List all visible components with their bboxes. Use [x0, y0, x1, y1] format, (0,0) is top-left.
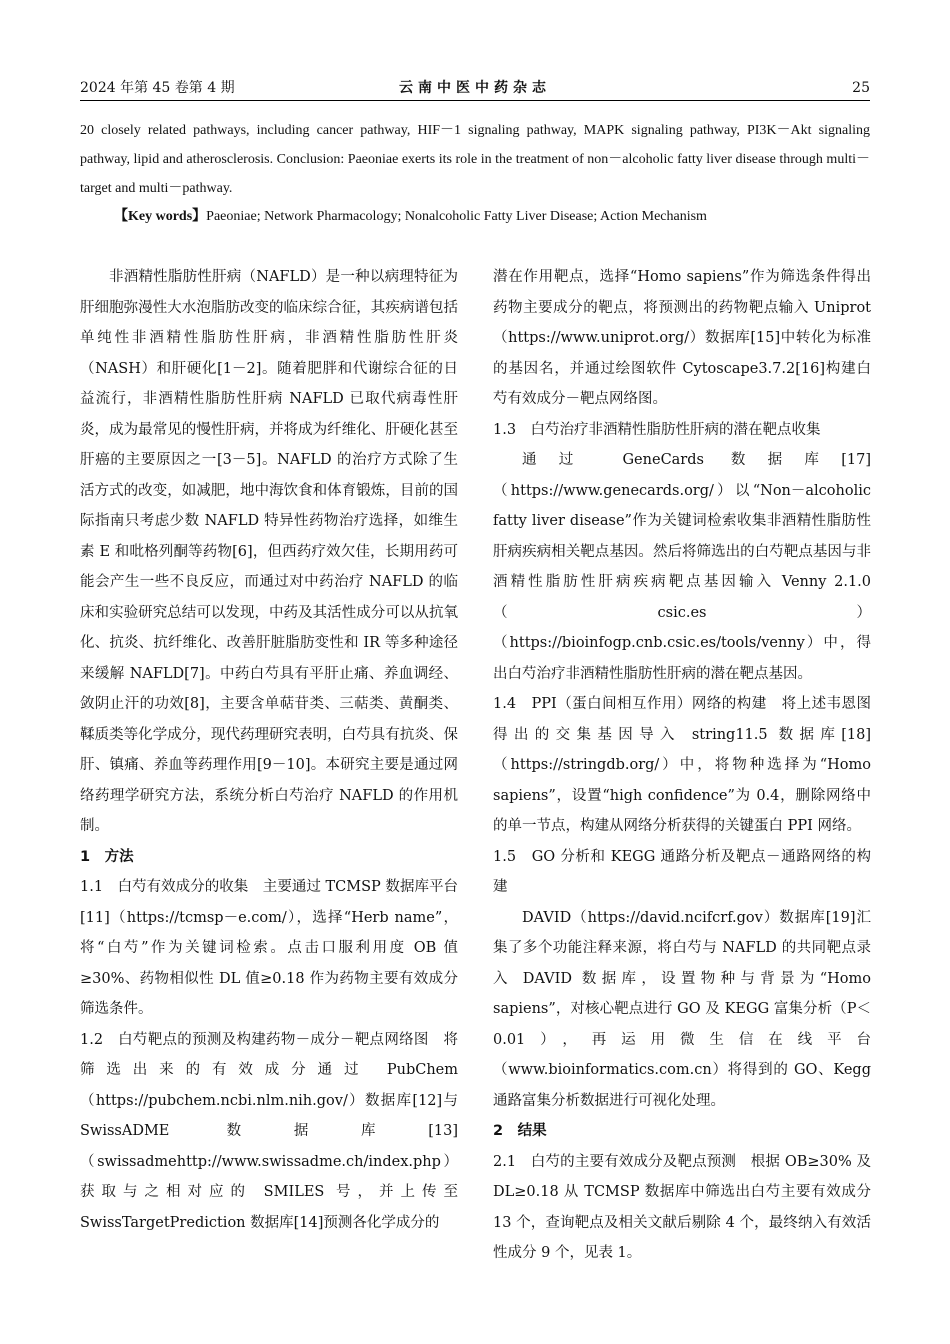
keywords-label: 【Key words】 — [114, 209, 207, 224]
section-1-1-text: 主要通过 TCMSP 数据库平台[11]（https://tcmsp－e.com/），选择“Herb name”，将“白芍”作为关键词检索。点击口服利用度 OB 值≥30%、药物相似性 DL 值≥0.18 作为药物主要有效成分筛选条件。 — [80, 879, 459, 1017]
section-2-1-title: 2.1 白芍的主要有效成分及靶点预测 — [493, 1153, 737, 1170]
header-rule — [80, 100, 870, 101]
right-column — [493, 262, 871, 1269]
abstract-text: 20 closely related pathways, including cancer pathway, HIF－1 signaling pathway, MAPK signaling pathway, PI3K－Akt signaling pathway, lipid and atherosclerosis. Conclusion: Paeoniae exerts its role in the treatment of non－alcoholic fatty liver disease through multi－target and multi－pathway. — [80, 123, 870, 196]
intro-paragraph: 非酒精性脂肪性肝病（NAFLD）是一种以病理特征为肝细胞弥漫性大水泡脂肪改变的临床综合征，其疾病谱包括单纯性非酒精性脂肪性肝病，非酒精性脂肪性肝炎（NASH）和肝硬化[1－2]。随着肥胖和代谢综合征的日益流行，非酒精性脂肪性肝病 NAFLD 已取代病毒性肝炎，成为最常见的慢性肝病，并将成为纤维化、肝硬化甚至肝癌的主要原因之一[3－5]。NAFLD 的治疗方式除了生活方式的改变，如减肥，地中海饮食和体育锻炼，目前的国际指南只考虑少数 NAFLD 特异性药物治疗选择，如维生素 E 和吡格列酮等药物[6]，但西药疗效欠佳，长期用药可能会产生一些不良反应，而通过对中药治疗 NAFLD 的临床和实验研究总结可以发现，中药及其活性成分可以从抗氧化、抗炎、抗纤维化、改善肝脏脂肪变性和 IR 等多种途径来缓解 NAFLD[7]。中药白芍具有平肝止痛、养血调经、敛阴止汗的功效[8]，主要含单萜苷类、三萜类、黄酮类、鞣质类等化学成分，现代药理研究表明，白芍具有抗炎、保肝、镇痛、养血等药理作用[9－10]。本研究主要是通过网络药理学研究方法，系统分析白芍治疗 NAFLD 的作用机制。 — [80, 269, 458, 834]
section-1-heading: 1 方法 — [80, 848, 134, 865]
section-1-4-title: 1.4 PPI（蛋白间相互作用）网络的构建 — [493, 696, 767, 712]
section-2-heading: 2 结果 — [493, 1123, 547, 1139]
section-1-1-title: 1.1 白芍有效成分的收集 — [80, 879, 249, 895]
page-number: 25 — [852, 80, 870, 96]
journal-issue: 2024 年第 45 卷第 4 期 — [80, 80, 235, 96]
section-1-2-text: 将筛选出来的有效成分通过 PubChem（https://pubchem.ncbi.nlm.nih.gov/）数据库[12]与 SwissADME 数据库[13]（swissadmehttp://www.swissadme.ch/index.php）获取与之相对应的 SMILES 号，并上传至 SwissTargetPrediction 数据库[14]预测各化学成分的 — [80, 1031, 459, 1231]
keywords — [114, 204, 870, 230]
running-header — [80, 78, 870, 98]
section-1-3-text: 通过 GeneCards 数据库[17]（https://www.genecards.org/）以“Non－alcoholic fatty liver disease”作为关键词检索收集非酒精性脂肪性肝病疾病相关靶点基因。然后将筛选出的白芍靶点基因与非酒精性脂肪性肝病疾病靶点基因输入 Venny 2.1.0（csic.es）（https://bioinfogp.cnb.csic.es/tools/venny）中，得出白芍治疗非酒精性脂肪性肝病的潜在靶点基因。 — [493, 452, 871, 682]
section-1-5-title: 1.5 GO 分析和 KEGG 通路分析及靶点－通路网络的构建 — [493, 848, 871, 895]
section-1-4-text: 将上述韦恩图得出的交集基因导入 string11.5 数据库[18]（https://stringdb.org/）中，将物种选择为“Homo sapiens”，设置“high confidence”为 0.4，删除网络中的单一节点，构建从网络分析获得的关键蛋白 PPI 网络。 — [493, 696, 871, 834]
left-column — [80, 262, 458, 1238]
right-para-1: 潜在作用靶点，选择“Homo sapiens”作为筛选条件得出药物主要成分的靶点，将预测出的药物靶点输入 Uniprot（https://www.uniprot.org/）数据库[15]中转化为标准的基因名，并通过绘图软件 Cytoscape3.7.2[16]构建白芍有效成分－靶点网络图。 — [493, 269, 871, 407]
journal-title: 云南中医中药杂志 — [399, 80, 551, 96]
section-2-1-text: 根据 OB≥30% 及 DL≥0.18 从 TCMSP 数据库中筛选出白芍主要有效成分 13 个，查询靶点及相关文献后剔除 4 个，最终纳入有效活性成分 9 个，见表 1。 — [493, 1153, 872, 1261]
section-1-5-text: DAVID（https://david.ncifcrf.gov）数据库[19]汇集了多个功能注释来源，将白芍与 NAFLD 的共同靶点录入 DAVID 数据库，设置物种与背景为“Homo sapiens”，对核心靶点进行 GO 及 KEGG 富集分析（P＜0.01），再运用微生信在线平台（www.bioinformatics.com.cn）将得到的 GO、Kegg 通路富集分析数据进行可视化处理。 — [493, 909, 871, 1109]
section-1-2-title: 1.2 白芍靶点的预测及构建药物－成分－靶点网络图 — [80, 1031, 429, 1048]
section-1-3-title: 1.3 白芍治疗非酒精性脂肪性肝病的潜在靶点收集 — [493, 421, 821, 438]
keywords-list: Paeoniae; Network Pharmacology; Nonalcoholic Fatty Liver Disease; Action Mechanism — [206, 209, 707, 224]
abstract-continuation — [80, 116, 870, 203]
